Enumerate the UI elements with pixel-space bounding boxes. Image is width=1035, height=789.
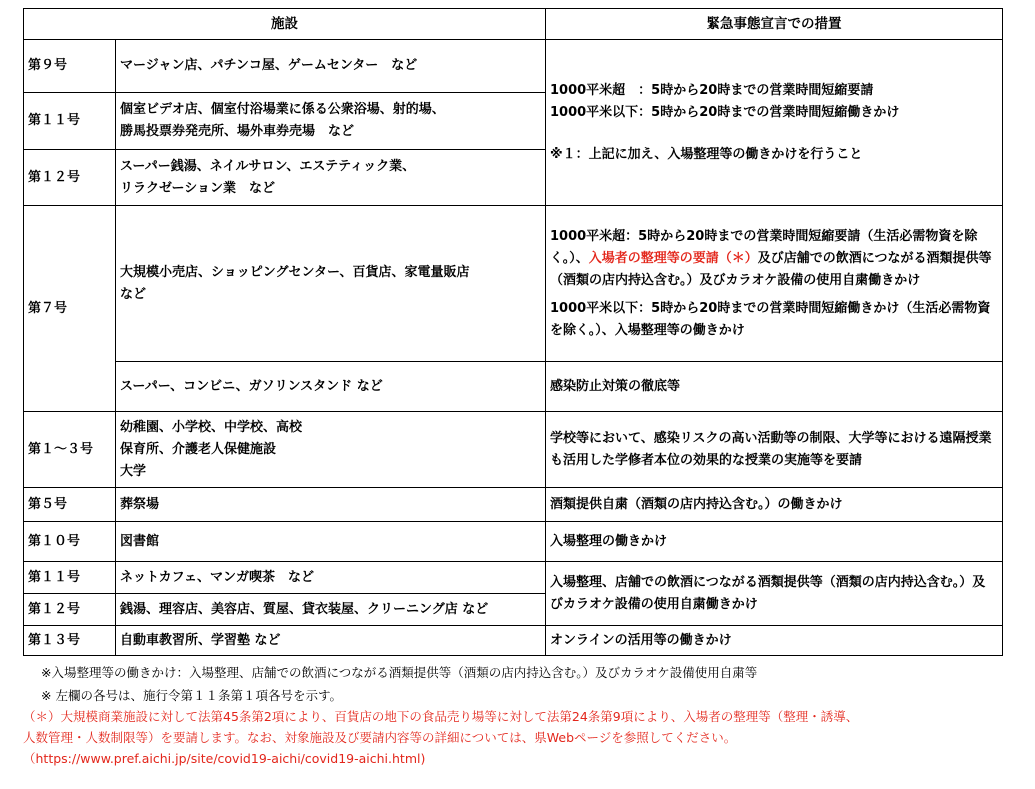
note-article-numbers: ※ 左欄の各号は、施行令第１１条第１項各号を示す。 — [41, 688, 342, 703]
facility-10: 図書館 — [116, 522, 546, 562]
row-num-11a: 第１１号 — [24, 93, 116, 150]
facility-7a: 大規模小売店、ショッピングセンター、百貨店、家電量販店 など — [116, 206, 546, 362]
facility-7b: スーパー、コンビニ、ガソリンスタンド など — [116, 362, 546, 412]
header-measures: 緊急事態宣言での措置 — [546, 9, 1003, 40]
row-num-1-3: 第１～３号 — [24, 412, 116, 488]
row-num-13: 第１３号 — [24, 626, 116, 656]
note-url[interactable]: （https://www.pref.aichi.jp/site/covid19-aichi/covid19-aichi.html) — [23, 751, 426, 766]
measure-5: 酒類提供自粛（酒類の店内持込含む。）の働きかけ — [546, 488, 1003, 522]
row-num-7: 第７号 — [24, 206, 116, 412]
measure-10: 入場整理の働きかけ — [546, 522, 1003, 562]
facility-12b: 銭湯、理容店、美容店、質屋、貸衣装屋、クリーニング店 など — [116, 594, 546, 626]
measure-1-3: 学校等において、感染リスクの高い活動等の制限、大学等における遠隔授業も活用した学修者本位の効果的な授業の実施等を要請 — [546, 412, 1003, 488]
facility-13: 自動車教習所、学習塾 など — [116, 626, 546, 656]
measure-7b: 感染防止対策の徹底等 — [546, 362, 1003, 412]
row-num-9: 第９号 — [24, 40, 116, 93]
row-num-12a: 第１２号 — [24, 150, 116, 206]
measure-7a: 1000平米超：5時から20時までの営業時間短縮要請（生活必需物資を除く。）、入場者の整理等の要請（＊）及び店舗での飲酒につながる酒類提供等（酒類の店内持込含む。）及びカラオケ設備の使用自粛働きかけ 1000平米以下：5時から20時までの営業時間短縮働きかけ（生活必需物資を除く。）、入場整理等の働きかけ — [546, 206, 1003, 362]
notes-section — [23, 662, 858, 769]
row-num-11b: 第１１号 — [24, 562, 116, 594]
row-num-12b: 第１２号 — [24, 594, 116, 626]
facility-9: マージャン店、パチンコ屋、ゲームセンター など — [116, 40, 546, 93]
header-facility: 施設 — [24, 9, 546, 40]
facility-11a: 個室ビデオ店、個室付浴場業に係る公衆浴場、射的場、 勝馬投票券発売所、場外車券売場 など — [116, 93, 546, 150]
measure-13: オンラインの活用等の働きかけ — [546, 626, 1003, 656]
facility-1-3: 幼稚園、小学校、中学校、高校 保育所、介護老人保健施設 大学 — [116, 412, 546, 488]
crowd-control-request-text: 入場者の整理等の要請（＊） — [588, 250, 758, 266]
measures-table — [23, 8, 1003, 656]
facility-11b: ネットカフェ、マンガ喫茶 など — [116, 562, 546, 594]
note-crowd-control: ※入場整理等の働きかけ：入場整理、店舗での飲酒につながる酒類提供等（酒類の店内持込含む。）及びカラオケ設備使用自粛等 — [41, 665, 758, 680]
note-request-2: 人数管理・人数制限等）を要請します。なお、対象施設及び要請内容等の詳細については、県Webページを参照してください。 — [23, 730, 737, 745]
facility-5: 葬祭場 — [116, 488, 546, 522]
group2-measure: 入場整理、店舗での飲酒につながる酒類提供等（酒類の店内持込含む。）及びカラオケ設備の使用自粛働きかけ — [546, 562, 1003, 626]
group1-measure: 1000平米超 ：5時から20時までの営業時間短縮要請 1000平米以下：5時から20時までの営業時間短縮働きかけ ※１：上記に加え、入場整理等の働きかけを行うこと — [546, 40, 1003, 206]
row-num-5: 第５号 — [24, 488, 116, 522]
note-request-1: （＊）大規模商業施設に対して法第45条第2項により、百貨店の地下の食品売り場等に対して法第24条第9項により、入場者の整理等（整理・誘導、 — [23, 709, 859, 724]
facility-12a: スーパー銭湯、ネイルサロン、エステティック業、 リラクゼーション業 など — [116, 150, 546, 206]
row-num-10: 第１０号 — [24, 522, 116, 562]
